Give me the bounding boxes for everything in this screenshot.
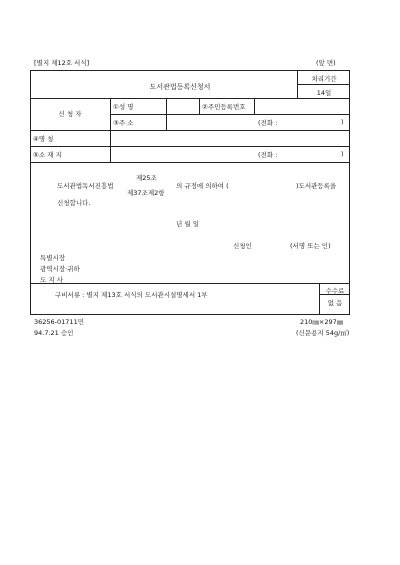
library-name-label: ④명 칭 (33, 135, 54, 143)
form-code: 36256-01711민 (34, 318, 84, 326)
law-name: 도서관법독서진흥법 (57, 182, 114, 190)
paper-type: (신문용지 54g/㎡) (296, 329, 350, 337)
article-bottom: 제37조제2항 (127, 189, 165, 197)
processing-value: 14일 (316, 89, 332, 97)
attachments: 구비서류 : 별지 제13호 서식의 도서관시설명세서 1부 (55, 291, 208, 299)
recipient-1: 특별시장 (40, 254, 66, 262)
page-side: (앞 면) (316, 59, 336, 67)
phone-close-2: ) (341, 150, 344, 158)
processing-label: 처리기간 (311, 75, 337, 83)
approval-date: 94.7.21 승인 (34, 329, 74, 337)
location-label: ⑤소 재 지 (33, 151, 62, 159)
date-line: 년 월 일 (176, 220, 199, 228)
recipient-3: 도 지 사 (40, 276, 63, 284)
article-top: 제25조 (136, 174, 157, 182)
form-title: 도서관법등록신청서 (149, 83, 211, 91)
recipient-2: 광역시장·귀하 (40, 265, 80, 273)
name-label: ①성 명 (113, 103, 134, 111)
fee-value: 없 음 (327, 299, 343, 307)
id-label: ②주민등록번호 (202, 103, 246, 111)
clause-end: )도서관등록을 (296, 182, 337, 190)
paper-size: 210㎜×297㎜ (300, 318, 344, 326)
form-frame (30, 70, 350, 315)
fee-label: 수수료 (325, 287, 345, 295)
phone-close-1: ) (341, 118, 344, 126)
phone-label-2: (전화 : (258, 151, 278, 159)
sign-note: (서명 또는 인) (290, 242, 331, 250)
form-reference: [별지 제12호 서식] (34, 59, 90, 67)
phone-label-1: (전화 : (258, 119, 278, 127)
clause-text: 의 규정에 의하여 ( (176, 182, 229, 190)
applicant-label: 신 청 자 (58, 110, 82, 118)
applicant-sign: 신청인 (233, 242, 252, 250)
address-label: ③주 소 (113, 119, 134, 127)
request-text: 신청합니다. (57, 199, 91, 207)
